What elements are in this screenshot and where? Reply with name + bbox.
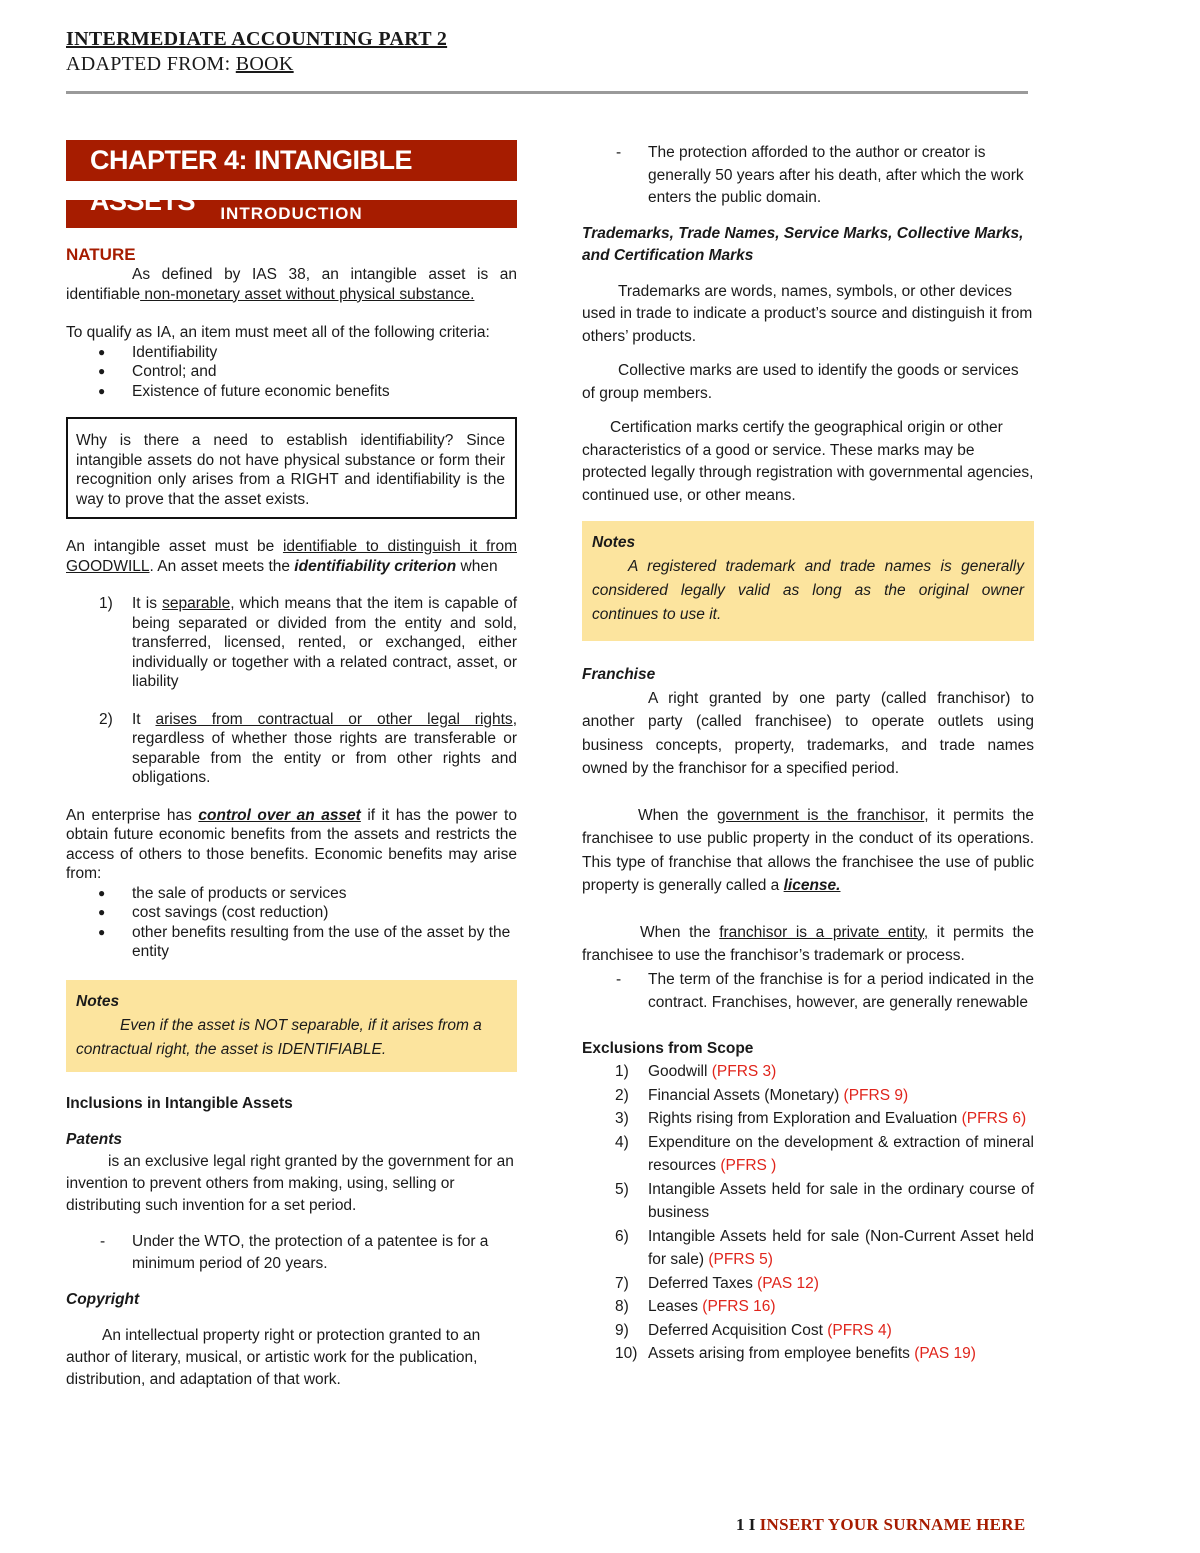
franchise-term-note [582,968,1034,1015]
item-text: Intangible Assets held for sale (Non-Current Asset held for sale) [648,1227,1034,1268]
standard-ref: (PFRS 6) [961,1110,1027,1127]
standard-ref: (PFRS 5) [708,1251,773,1268]
standard-ref: (PFRS 3) [711,1063,777,1080]
header-divider [66,91,1028,94]
item-number: 2) [99,710,113,728]
franchise-heading: Franchise [582,666,656,683]
list-item: ● Control; and [66,362,517,382]
list-item [582,1295,1034,1319]
item-text: Expenditure on the development & extraction of mineral resources [648,1133,1034,1174]
list-item: ● the sale of products or services [66,884,517,904]
page-footer [736,1515,1026,1535]
item-text: Rights rising from Exploration and Evaluation [648,1110,962,1127]
dash-marker: - [616,144,622,161]
standard-ref: (PFRS 16) [702,1298,776,1315]
ident-criterion: identifiability criterion [294,557,457,575]
item-underline: separable, [162,595,235,612]
list-item [66,594,517,692]
nature-heading: NATURE [66,245,136,264]
left-column [66,140,517,1391]
patents-heading: Patents [66,1131,122,1148]
notes-title: Notes [592,534,636,551]
private-franchise [582,921,1034,968]
identifiable-paragraph [66,537,517,576]
definition-text: As defined by IAS 38, an intangible asset is an identifiable [66,266,517,303]
introduction-heading: INTRODUCTION [66,200,517,228]
item-text: Leases [648,1298,703,1315]
benefits-list [66,884,517,962]
item-text: Financial Assets (Monetary) [648,1086,844,1104]
gov-text: , it permits the franchisee to use public property in the conduct of its operations. This type of franchise that allows the franchisee the use of public property is generally called a [582,806,1035,894]
copyright-body: An intellectual property right or protection granted to an author of literary, musical, or artistic work for the publication, distribution, and adaptation of that work. [66,1327,481,1388]
surname-placeholder: INSERT YOUR SURNAME HERE [759,1515,1026,1534]
trademarks-heading: Trademarks, Trade Names, Service Marks, Collective Marks, and Certification Marks [582,224,1024,264]
identifiability-box [66,417,517,519]
adapted-from [66,53,294,76]
exclusions-list [582,1060,1034,1366]
adapted-source: BOOK [235,53,294,75]
list-item [582,1342,1034,1366]
notes-body: Even if the asset is NOT separable, if it arises from a contractual right, the asset is IDENTIFIABLE. [76,1016,482,1058]
page-number: 1 [736,1515,745,1534]
control-text: if it has the power to obtain future economic benefits from the assets and restricts the access of others to those benefits. Economic benefits may arise from: [66,806,517,882]
item-text: Deferred Acquisition Cost [648,1321,828,1339]
item-text: Deferred Taxes [648,1274,758,1292]
franchise-body: A right granted by one party (called franchisor) to another party (called franchisee) to operate outlets using business concepts, property, trademarks, and trade names owned by the franchisor for a specified period. [582,689,1034,777]
notes-title: Notes [76,992,120,1010]
item-text: It [132,710,156,728]
item-text: It is [132,595,163,612]
item-number: 2) [615,1086,629,1104]
item-text: , regardless of whether those rights are transferable or separable from the entity or from other rights and obligations. [132,710,517,786]
priv-text: When the [640,923,720,941]
adapted-label: ADAPTED FROM: [66,53,236,75]
right-column [582,142,1034,1366]
item-text: Assets arising from employee benefits [648,1345,915,1362]
item-underline: arises from contractual or other legal rights [155,710,513,728]
identifiable-conditions [66,594,517,788]
priv-text: it permits the franchisee to use the franchisor’s trademark or process. [582,923,1034,964]
copyright-note [582,142,1034,210]
box-text: Why is there a need to establish identifiability? Since intangible assets do not have physical substance or form their recognition only arises from a RIGHT and identifiability is the way to prove that the asset exists. [76,432,505,508]
exclusions-heading: Exclusions from Scope [582,1039,754,1057]
ident-text: when [456,557,498,575]
list-item [582,1131,1034,1178]
notes-body: A registered trademark and trade names is generally considered legally valid as long as the original owner continues to use it. [592,558,1024,623]
item-number: 3) [615,1110,629,1127]
gov-text: When the [638,806,717,824]
item-number: 8) [615,1298,629,1315]
list-item [582,1272,1034,1296]
list-item [582,1319,1034,1343]
list-item [66,710,517,788]
item-number: 1) [99,595,113,612]
list-item [582,1225,1034,1272]
patents-note-text: Under the WTO, the protection of a patentee is for a minimum period of 20 years. [132,1233,489,1272]
list-item: ● cost savings (cost reduction) [66,903,517,923]
list-item [582,1084,1034,1108]
item-number: 6) [615,1227,629,1245]
trademarks-body: Trademarks are words, names, symbols, or other devices used in trade to indicate a product’s source and distinguish it from others’ products. [582,282,1033,345]
ident-text: An intangible asset must be [66,538,283,555]
standard-ref: (PFRS ) [720,1157,777,1174]
patents-note [66,1231,517,1275]
copyright-note-text: The protection afforded to the author or creator is generally 50 years after his death, after which the work enters the public domain. [648,144,1024,206]
patents-body: is an exclusive legal right granted by the government for an invention to prevent others from making, using, selling or distributing such invention for a set period. [66,1153,514,1214]
item-number: 7) [615,1274,629,1292]
control-paragraph [66,806,517,884]
definition-paragraph [66,265,517,304]
inclusions-heading: Inclusions in Intangible Assets [66,1094,293,1112]
item-number: 9) [615,1321,629,1339]
list-item [582,1060,1034,1084]
notes-callout [66,980,517,1072]
notes-callout [582,521,1034,641]
list-item: ● Existence of future economic benefits [66,382,517,402]
criteria-list [66,343,517,402]
dash-marker: - [100,1233,106,1250]
item-number: 10) [615,1345,638,1362]
term-note-text: The term of the franchise is for a period indicated in the contract. Franchises, however, are generally renewable [648,970,1034,1011]
course-title: INTERMEDIATE ACCOUNTING PART 2 [66,28,448,50]
standard-ref: (PFRS 4) [827,1321,892,1339]
control-text: An enterprise has [66,806,199,824]
collective-body: Collective marks are used to identify the goods or services of group members. [582,362,1019,402]
item-text: which means that the item is capable of being separated or divided from the entity and sold, transferred, licensed, rented, or exchanged, either individually or together with a related contract, asset, or liability [132,595,518,690]
dash-marker: - [616,970,622,988]
item-number: 5) [615,1180,629,1198]
item-text: Goodwill [648,1063,712,1080]
item-number: 4) [615,1133,629,1151]
qualify-paragraph: To qualify as IA, an item must meet all of the following criteria: [66,324,490,341]
gov-underline: government is the franchisor [716,806,925,824]
list-item [582,1107,1034,1131]
copyright-heading: Copyright [66,1291,140,1308]
standard-ref: (PAS 19) [914,1345,976,1362]
license-term: license. [783,877,841,894]
standard-ref: (PFRS 9) [843,1086,909,1104]
chapter-title: CHAPTER 4: INTANGIBLE ASSETS [66,140,517,181]
list-item [582,1178,1034,1225]
item-number: 1) [615,1063,629,1080]
list-item: ● Identifiability [66,343,517,363]
list-item: ● other benefits resulting from the use of the asset by the entity [66,923,517,962]
certification-body: Certification marks certify the geographical origin or other characteristics of a good or service. These marks may be protected legally through registration with governmental agencies, continued use, or other means. [582,419,1034,504]
definition-underline: non-monetary asset without physical substance. [140,285,475,303]
item-text: Intangible Assets held for sale in the ordinary course of business [648,1180,1034,1221]
ident-underline: identifiable to distinguish it from GOODWILL [66,538,517,575]
footer-separator: I [744,1515,760,1534]
priv-underline: franchisor is a private entity, [719,923,929,941]
standard-ref: (PAS 12) [757,1274,819,1292]
government-franchise [582,804,1034,898]
ident-text: . An asset meets the [149,557,295,575]
control-emphasis: control over an asset [198,806,361,824]
